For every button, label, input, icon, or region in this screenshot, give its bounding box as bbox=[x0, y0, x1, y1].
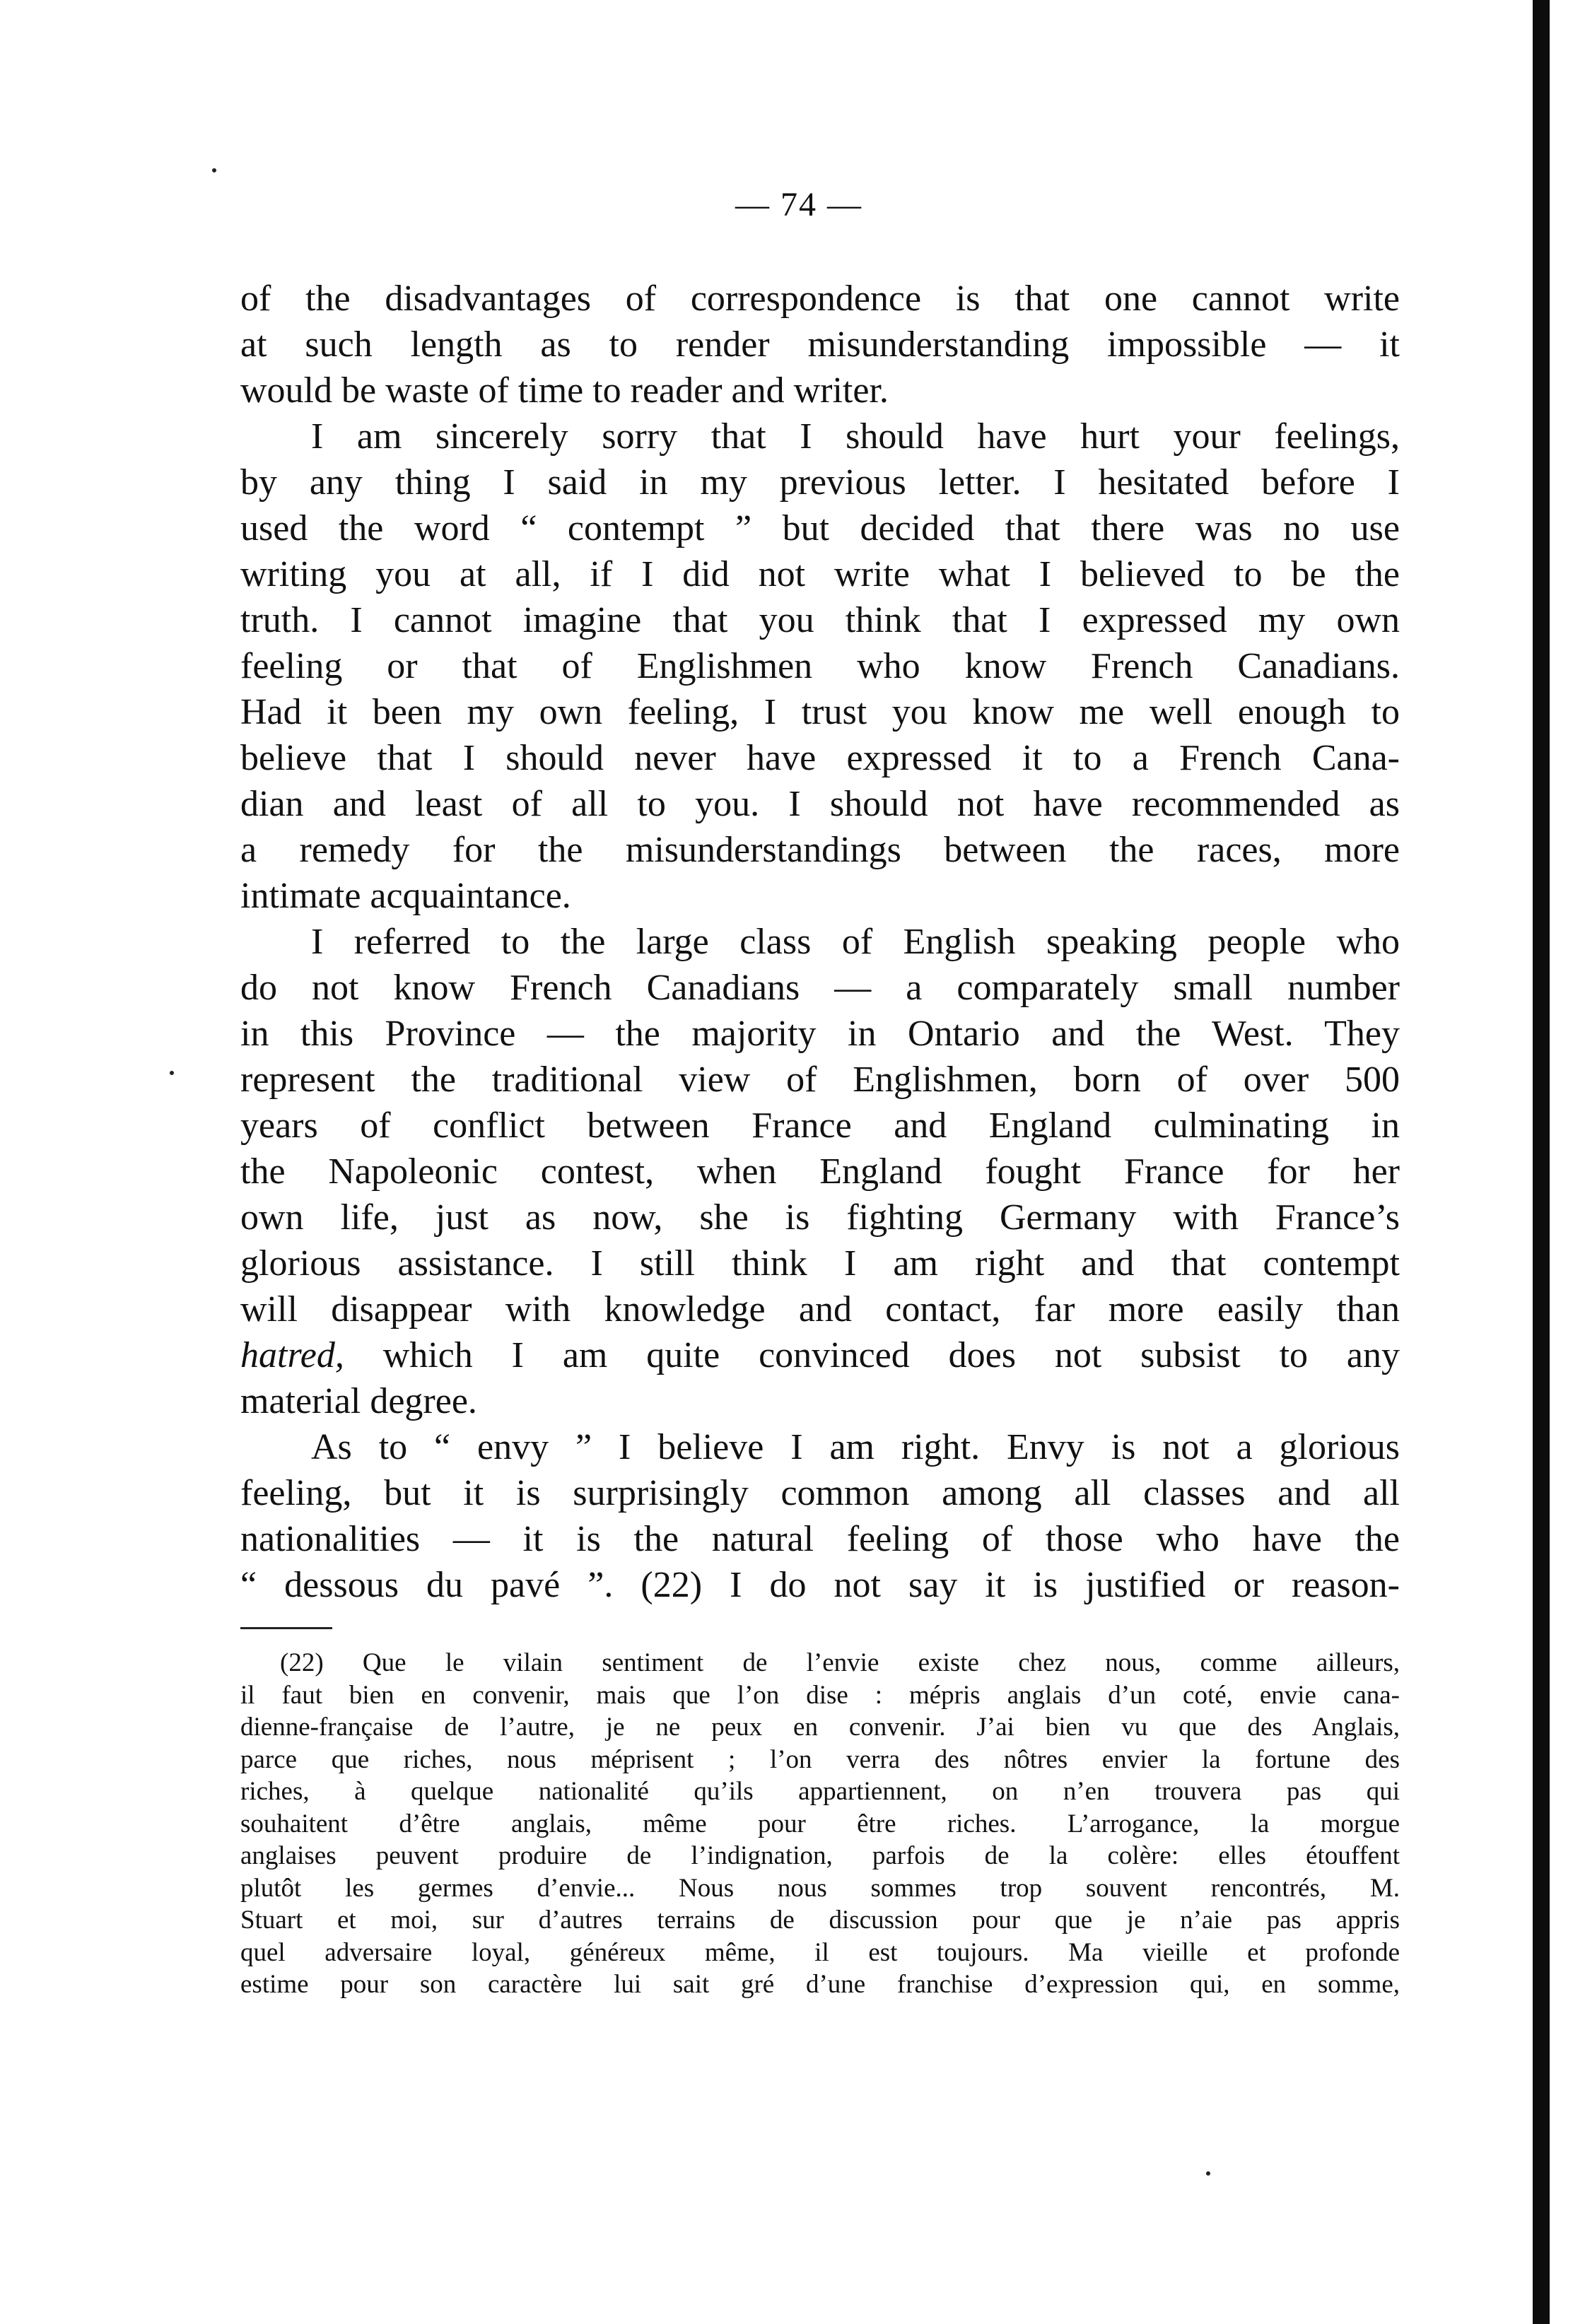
body-line: own life, just as now, she is fighting Germany with France’s bbox=[240, 1197, 1400, 1238]
footnote-line: dienne-française de l’autre, je ne peux en convenir. J’ai bien vu que des Anglais, bbox=[240, 1713, 1400, 1742]
body-line: truth. I cannot imagine that you think that I expressed my own bbox=[240, 600, 1400, 640]
body-line: at such length as to render misunderstanding impossible — it bbox=[240, 324, 1400, 365]
body-line: feeling or that of Englishmen who know French Canadians. bbox=[240, 646, 1400, 686]
footnote-line: anglaises peuvent produire de l’indignation, parfois de la colère: elles étouffent bbox=[240, 1841, 1400, 1870]
body-line: believe that I should never have expressed it to a French Cana- bbox=[240, 738, 1400, 778]
footnote bbox=[240, 1647, 1400, 2001]
body-line: As to “ envy ” I believe I am right. Envy is not a glorious bbox=[311, 1427, 1400, 1467]
scan-speck bbox=[1206, 2171, 1210, 2176]
scan-speck bbox=[212, 168, 216, 172]
body-line: “ dessous du pavé ”. (22) I do not say it is justified or reason- bbox=[240, 1565, 1400, 1605]
body-line: nationalities — it is the natural feeling of those who have the bbox=[240, 1519, 1400, 1559]
body-line: will disappear with knowledge and contact, far more easily than bbox=[240, 1289, 1400, 1330]
footnote-line: (22) Que le vilain sentiment de l’envie existe chez nous, comme ailleurs, bbox=[280, 1648, 1400, 1677]
footnote-separator-rule bbox=[240, 1627, 332, 1629]
scan-speck bbox=[170, 1071, 174, 1075]
body-line: by any thing I said in my previous letter. I hesitated before I bbox=[240, 462, 1400, 503]
body-line: dian and least of all to you. I should not have recommended as bbox=[240, 784, 1400, 824]
body-line: Had it been my own feeling, I trust you know me well enough to bbox=[240, 692, 1400, 732]
footnote-line: il faut bien en convenir, mais que l’on dise : mépris anglais d’un coté, envie cana- bbox=[240, 1680, 1400, 1710]
footnote-line: quel adversaire loyal, généreux même, il est toujours. Ma vieille et profonde bbox=[240, 1937, 1400, 1967]
page-number: — 74 — bbox=[735, 186, 862, 223]
body-line: feeling, but it is surprisingly common among all classes and all bbox=[240, 1473, 1400, 1513]
body-line: of the disadvantages of correspondence is that one cannot write bbox=[240, 278, 1400, 319]
footnote-line: plutôt les germes d’envie... Nous nous sommes trop souvent rencontrés, M. bbox=[240, 1873, 1400, 1903]
body-line: represent the traditional view of Englishmen, born of over 500 bbox=[240, 1060, 1400, 1100]
footnote-line: souhaitent d’être anglais, même pour être riches. L’arrogance, la morgue bbox=[240, 1809, 1400, 1838]
body-line: intimate acquaintance. bbox=[240, 876, 571, 916]
body-line: glorious assistance. I still think I am right and that contempt bbox=[240, 1243, 1400, 1284]
body-line: a remedy for the misunderstandings between the races, more bbox=[240, 830, 1400, 870]
body-line: in this Province — the majority in Ontario and the West. They bbox=[240, 1014, 1400, 1054]
body-line: I am sincerely sorry that I should have hurt your feelings, bbox=[311, 416, 1400, 457]
body-line: do not know French Canadians — a comparately small number bbox=[240, 968, 1400, 1008]
footnote-line: estime pour son caractère lui sait gré d’une franchise d’expression qui, en somme, bbox=[240, 1970, 1400, 1999]
footnote-line: Stuart et moi, sur d’autres terrains de discussion pour que je n’aie pas appris bbox=[240, 1906, 1400, 1935]
body-line: would be waste of time to reader and writer. bbox=[240, 370, 889, 411]
body-line: used the word “ contempt ” but decided that there was no use bbox=[240, 508, 1400, 548]
body-line: material degree. bbox=[240, 1381, 477, 1421]
binding-edge-shadow bbox=[1533, 0, 1550, 2324]
footnote-line: parce que riches, nous méprisent ; l’on verra des nôtres envier la fortune des bbox=[240, 1744, 1400, 1774]
body-line: I referred to the large class of English speaking people who bbox=[311, 922, 1400, 962]
body-line: hatred, which I am quite convinced does not subsist to any bbox=[240, 1335, 1400, 1375]
body-line: the Napoleonic contest, when England fought France for her bbox=[240, 1151, 1400, 1192]
body-line: years of conflict between France and England culminating in bbox=[240, 1105, 1400, 1146]
body-line: writing you at all, if I did not write what I believed to be the bbox=[240, 554, 1400, 594]
italic-word: hatred, bbox=[240, 1335, 344, 1375]
footnote-line: riches, à quelque nationalité qu’ils appartiennent, on n’en trouvera pas qui bbox=[240, 1777, 1400, 1806]
body-text bbox=[240, 276, 1400, 1608]
